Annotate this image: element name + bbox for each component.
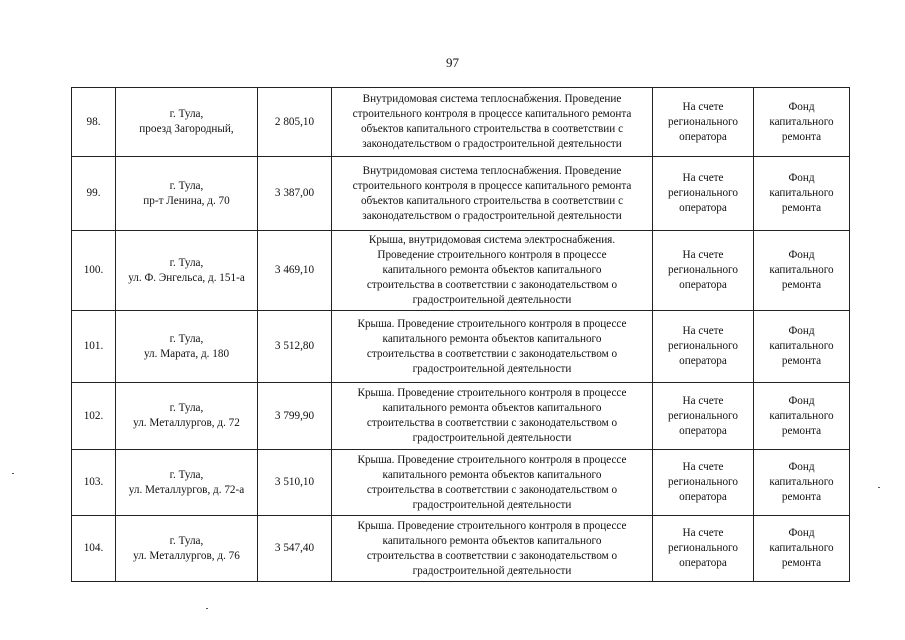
sum-cell [258,231,332,311]
fund-line: ремонта [781,130,822,143]
row-number: 104. [83,542,104,554]
fund-line: Фонд [788,527,815,539]
account-line: регионального [668,409,738,422]
fund-cell [754,88,850,157]
row-number: 101. [83,340,104,352]
address-cell [116,157,258,231]
work-description-cell [332,311,653,383]
address-line: пр-т Ленина, д. 70 [143,194,230,207]
account-cell [653,450,754,516]
sum-cell [258,157,332,231]
repair-works-table [71,87,850,582]
work-line: Внутридомовая система теплоснабжения. Проведение [362,164,622,177]
work-line: Внутридомовая система теплоснабжения. Проведение [362,93,622,105]
account-line: регионального [668,476,738,488]
account-line: оператора [679,557,727,569]
work-description-cell [332,157,653,231]
fund-line: капитального [769,409,834,422]
account-cell [653,231,754,311]
fund-line: Фонд [788,249,815,261]
fund-line: Фонд [788,394,815,407]
account-line: На счете [682,394,724,407]
fund-cell [754,450,850,516]
address-line: г. Тула, [169,179,204,192]
work-line: строительства в соответствии с законодательством о [366,483,618,496]
fund-line: ремонта [781,355,822,367]
fund-line: Фонд [788,172,815,184]
sum-value: 3 469,10 [274,264,315,276]
table-row [72,88,850,157]
row-number: 98. [86,115,101,128]
fund-line: ремонта [781,491,822,503]
account-cell [653,157,754,231]
fund-line: капитального [769,476,834,488]
work-description-cell [332,516,653,582]
row-number: 99. [86,187,101,199]
sum-value: 3 387,00 [274,187,315,199]
work-line: капитального ремонта объектов капитального [382,264,602,276]
fund-line: ремонта [781,557,822,569]
fund-line: ремонта [781,424,822,437]
work-line: строительного контроля в процессе капитального ремонта [352,179,632,192]
sum-value: 3 512,80 [274,340,315,352]
page-number: 97 [446,55,459,70]
work-description-cell [332,450,653,516]
account-line: оператора [679,424,727,437]
address-line: г. Тула, [169,256,204,269]
account-line: На счете [682,249,724,261]
account-line: регионального [668,340,738,352]
fund-line: капитального [769,115,834,128]
work-line: градостроительной деятельности [412,432,572,444]
sum-value: 3 799,90 [274,409,315,422]
fund-line: ремонта [781,279,822,291]
address-cell [116,231,258,311]
address-line: г. Тула, [169,468,204,481]
fund-line: Фонд [788,461,815,473]
fund-line: Фонд [788,325,815,337]
fund-line: капитального [769,187,834,199]
table-body [72,88,850,582]
table-row [72,157,850,231]
work-line: капитального ремонта объектов капитального [382,402,602,414]
address-line: г. Тула, [169,332,204,345]
account-line: оператора [679,130,727,143]
account-cell [653,88,754,157]
account-line: оператора [679,355,727,367]
row-number-cell [72,450,116,516]
scan-speck [206,608,208,609]
work-description-cell [332,88,653,157]
work-line: объектов капитального строительства в соответствии с [360,123,624,135]
work-line: Крыша. Проведение строительного контроля в процессе [357,519,627,532]
account-line: На счете [682,172,724,184]
work-line: капитального ремонта объектов капитального [382,332,602,345]
account-line: регионального [668,187,738,199]
work-line: градостроительной деятельности [412,294,572,306]
work-line: строительства в соответствии с законодательством о [366,549,618,562]
fund-line: капитального [769,340,834,352]
row-number: 100. [83,264,104,276]
work-line: Крыша, внутридомовая система электроснабжения. [368,234,616,246]
account-cell [653,516,754,582]
table-row [72,516,850,582]
account-line: регионального [668,542,738,554]
row-number-cell [72,383,116,450]
sum-value: 3 510,10 [274,476,315,488]
fund-line: капитального [769,264,834,276]
work-line: Проведение строительного контроля в процессе [377,249,607,261]
address-line: г. Тула, [169,402,204,414]
address-line: г. Тула, [169,108,204,120]
table-row [72,231,850,311]
row-number-cell [72,516,116,582]
fund-line: ремонта [781,202,822,214]
row-number-cell [72,231,116,311]
row-number: 103. [83,476,104,488]
work-line: законодательством о градостроительной деятельности [362,209,622,222]
row-number-cell [72,88,116,157]
address-cell [116,516,258,582]
work-line: Крыша. Проведение строительного контроля в процессе [357,317,627,330]
fund-cell [754,516,850,582]
sum-cell [258,516,332,582]
table-row [72,383,850,450]
sum-cell [258,311,332,383]
fund-line: капитального [769,542,834,554]
account-line: На счете [682,100,724,113]
address-cell [116,383,258,450]
work-line: капитального ремонта объектов капитального [382,534,602,547]
address-line: ул. Металлургов, д. 72-а [128,483,245,496]
address-cell [116,450,258,516]
work-description-cell [332,231,653,311]
address-line: г. Тула, [169,534,204,547]
account-line: регионального [668,115,738,128]
fund-cell [754,383,850,450]
fund-cell [754,231,850,311]
account-cell [653,311,754,383]
work-line: градостроительной деятельности [412,498,572,511]
work-line: градостроительной деятельности [412,564,572,577]
account-line: На счете [682,527,724,539]
account-line: оператора [679,279,727,291]
work-line: строительства в соответствии с законодательством о [366,417,618,429]
row-number-cell [72,157,116,231]
account-line: регионального [668,264,738,276]
sum-value: 3 547,40 [274,542,315,554]
scan-speck [878,487,880,488]
table-row [72,450,850,516]
work-line: строительного контроля в процессе капитального ремонта [352,108,632,120]
sum-cell [258,88,332,157]
fund-line: Фонд [788,100,815,113]
fund-cell [754,311,850,383]
row-number: 102. [83,409,104,422]
address-line: ул. Металлургов, д. 76 [133,549,240,562]
address-line: ул. Ф. Энгельса, д. 151-а [128,271,245,284]
account-cell [653,383,754,450]
account-line: оператора [679,202,727,214]
sum-cell [258,450,332,516]
work-line: градостроительной деятельности [412,362,572,375]
work-line: объектов капитального строительства в соответствии с [360,194,624,207]
work-line: Крыша. Проведение строительного контроля в процессе [357,387,627,399]
work-description-cell [332,383,653,450]
address-line: ул. Марата, д. 180 [143,347,230,360]
address-line: ул. Металлургов, д. 72 [133,417,240,429]
table-row [72,311,850,383]
account-line: На счете [682,325,724,337]
scan-speck [12,473,14,474]
work-line: строительства в соответствии с законодательством о [366,279,618,291]
sum-cell [258,383,332,450]
address-cell [116,88,258,157]
work-line: законодательством о градостроительной деятельности [362,138,622,150]
work-line: капитального ремонта объектов капитального [382,468,602,481]
account-line: оператора [679,491,727,503]
account-line: На счете [682,461,724,473]
work-line: Крыша. Проведение строительного контроля в процессе [357,453,627,466]
address-cell [116,311,258,383]
address-line: проезд Загородный, [139,123,234,135]
work-line: строительства в соответствии с законодательством о [366,347,618,360]
row-number-cell [72,311,116,383]
sum-value: 2 805,10 [274,115,315,128]
fund-cell [754,157,850,231]
